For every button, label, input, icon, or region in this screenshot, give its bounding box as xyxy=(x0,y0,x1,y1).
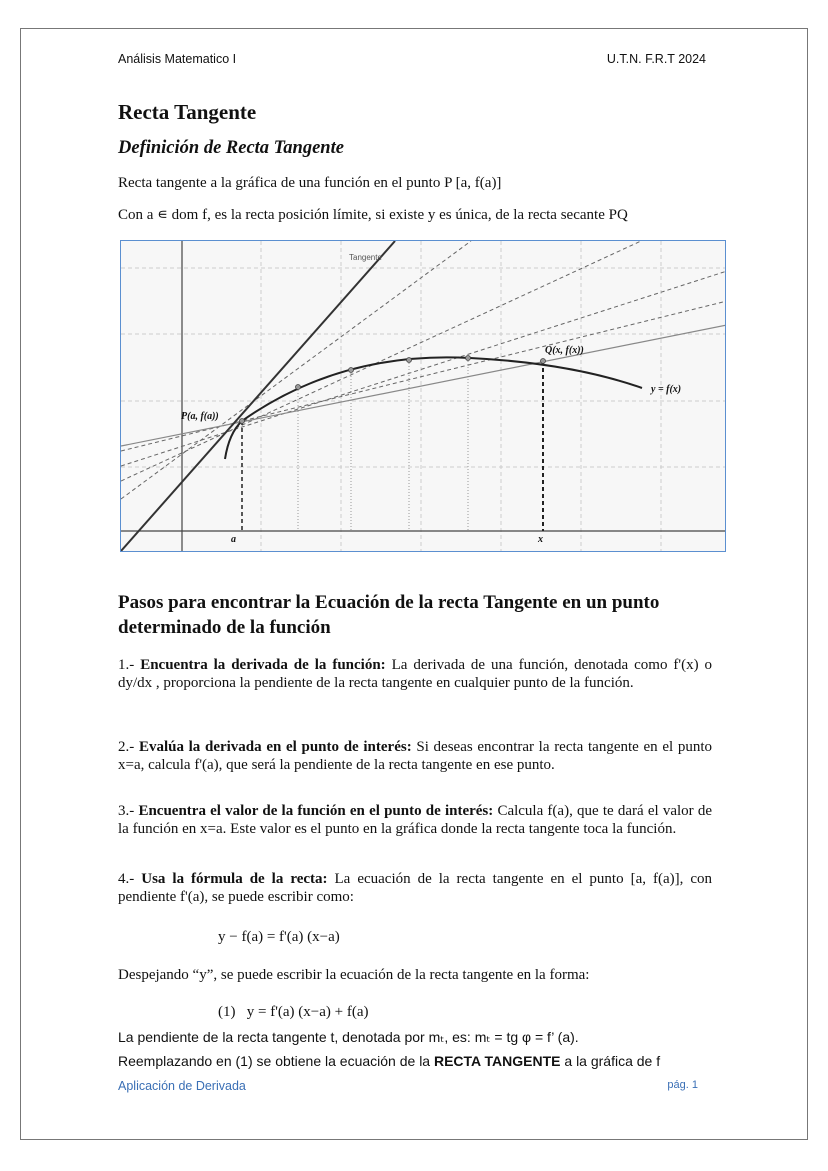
step-text: La ecuación de la recta tangente en el punto [a, f(a)], con pendiente f'(a), se puede escribir como: xyxy=(118,871,712,905)
step-text: La derivada de una función, denotada como f'(x) o dy/dx , proporciona la pendiente de la recta tangente en cualquier punto de la función. xyxy=(118,657,713,691)
intro-line-1: Recta tangente a la gráfica de una función en el punto P [a, f(a)] xyxy=(118,175,502,191)
tangent-label: Tangente xyxy=(349,253,382,262)
step-number: 1.- xyxy=(118,657,135,673)
steps-heading: Pasos para encontrar la Ecuación de la recta Tangente en un punto determinado de la función xyxy=(118,592,660,638)
final-text-pre: Reemplazando en (1) se obtiene la ecuación de la xyxy=(118,1053,434,1069)
footer-topic: Aplicación de Derivada xyxy=(118,1079,246,1093)
point-p-label: P(a, f(a)) xyxy=(181,411,219,422)
equation-1: (1) y = f'(a) (x−a) + f(a) xyxy=(218,1004,369,1020)
curve-label: y = f(x) xyxy=(651,384,682,395)
a-label: a xyxy=(231,534,236,545)
step-text: Calcula f(a), que te dará el valor de la función en x=a. Este valor es el punto en la gráfica donde la recta tangente toca la función. xyxy=(118,803,712,837)
step-text: Si deseas encontrar la recta tangente en el punto x=a, calcula f'(a), que será la pendiente de la recta tangente en ese punto. xyxy=(118,739,712,773)
final-text-post: a la gráfica de f xyxy=(560,1053,661,1069)
secant-lines xyxy=(121,241,726,499)
step-3 xyxy=(118,802,712,838)
curve-f xyxy=(225,357,642,459)
step-number: 3.- xyxy=(118,803,135,819)
step-1 xyxy=(118,656,712,692)
step-2 xyxy=(118,738,712,774)
x-label: x xyxy=(538,534,543,545)
step-number: 4.- xyxy=(118,871,135,887)
tangent-line xyxy=(121,241,395,551)
step-title: Usa la fórmula de la recta: xyxy=(141,871,328,887)
equation-point-slope: y − f(a) = f'(a) (x−a) xyxy=(218,929,340,945)
final-text xyxy=(118,1052,712,1070)
step-title: Evalúa la derivada en el punto de interés: xyxy=(138,739,412,755)
step-title: Encuentra el valor de la función en el punto de interés: xyxy=(138,803,494,819)
step-title: Encuentra la derivada de la función: xyxy=(140,657,386,673)
tangent-figure xyxy=(120,240,726,552)
page-title: Recta Tangente xyxy=(118,100,257,124)
final-text-bold: RECTA TANGENTE xyxy=(433,1053,561,1069)
header-institution: U.T.N. F.R.T 2024 xyxy=(606,52,706,66)
header-course: Análisis Matematico I xyxy=(118,52,237,66)
slope-text: La pendiente de la recta tangente t, denotada por mₜ, es: mₜ = tg φ = f’ (a). xyxy=(118,1029,579,1045)
despejando-text: Despejando “y”, se puede escribir la ecuación de la recta tangente en la forma: xyxy=(118,967,590,983)
page-number: pág. 1 xyxy=(667,1079,698,1091)
step-4 xyxy=(118,870,712,906)
section-subtitle: Definición de Recta Tangente xyxy=(118,138,344,158)
step-number: 2.- xyxy=(118,739,135,755)
intro-line-2: Con a ∊ dom f, es la recta posición límite, si existe y es única, de la recta secante PQ xyxy=(118,207,628,223)
point-q-label: Q(x, f(x)) xyxy=(545,345,584,356)
